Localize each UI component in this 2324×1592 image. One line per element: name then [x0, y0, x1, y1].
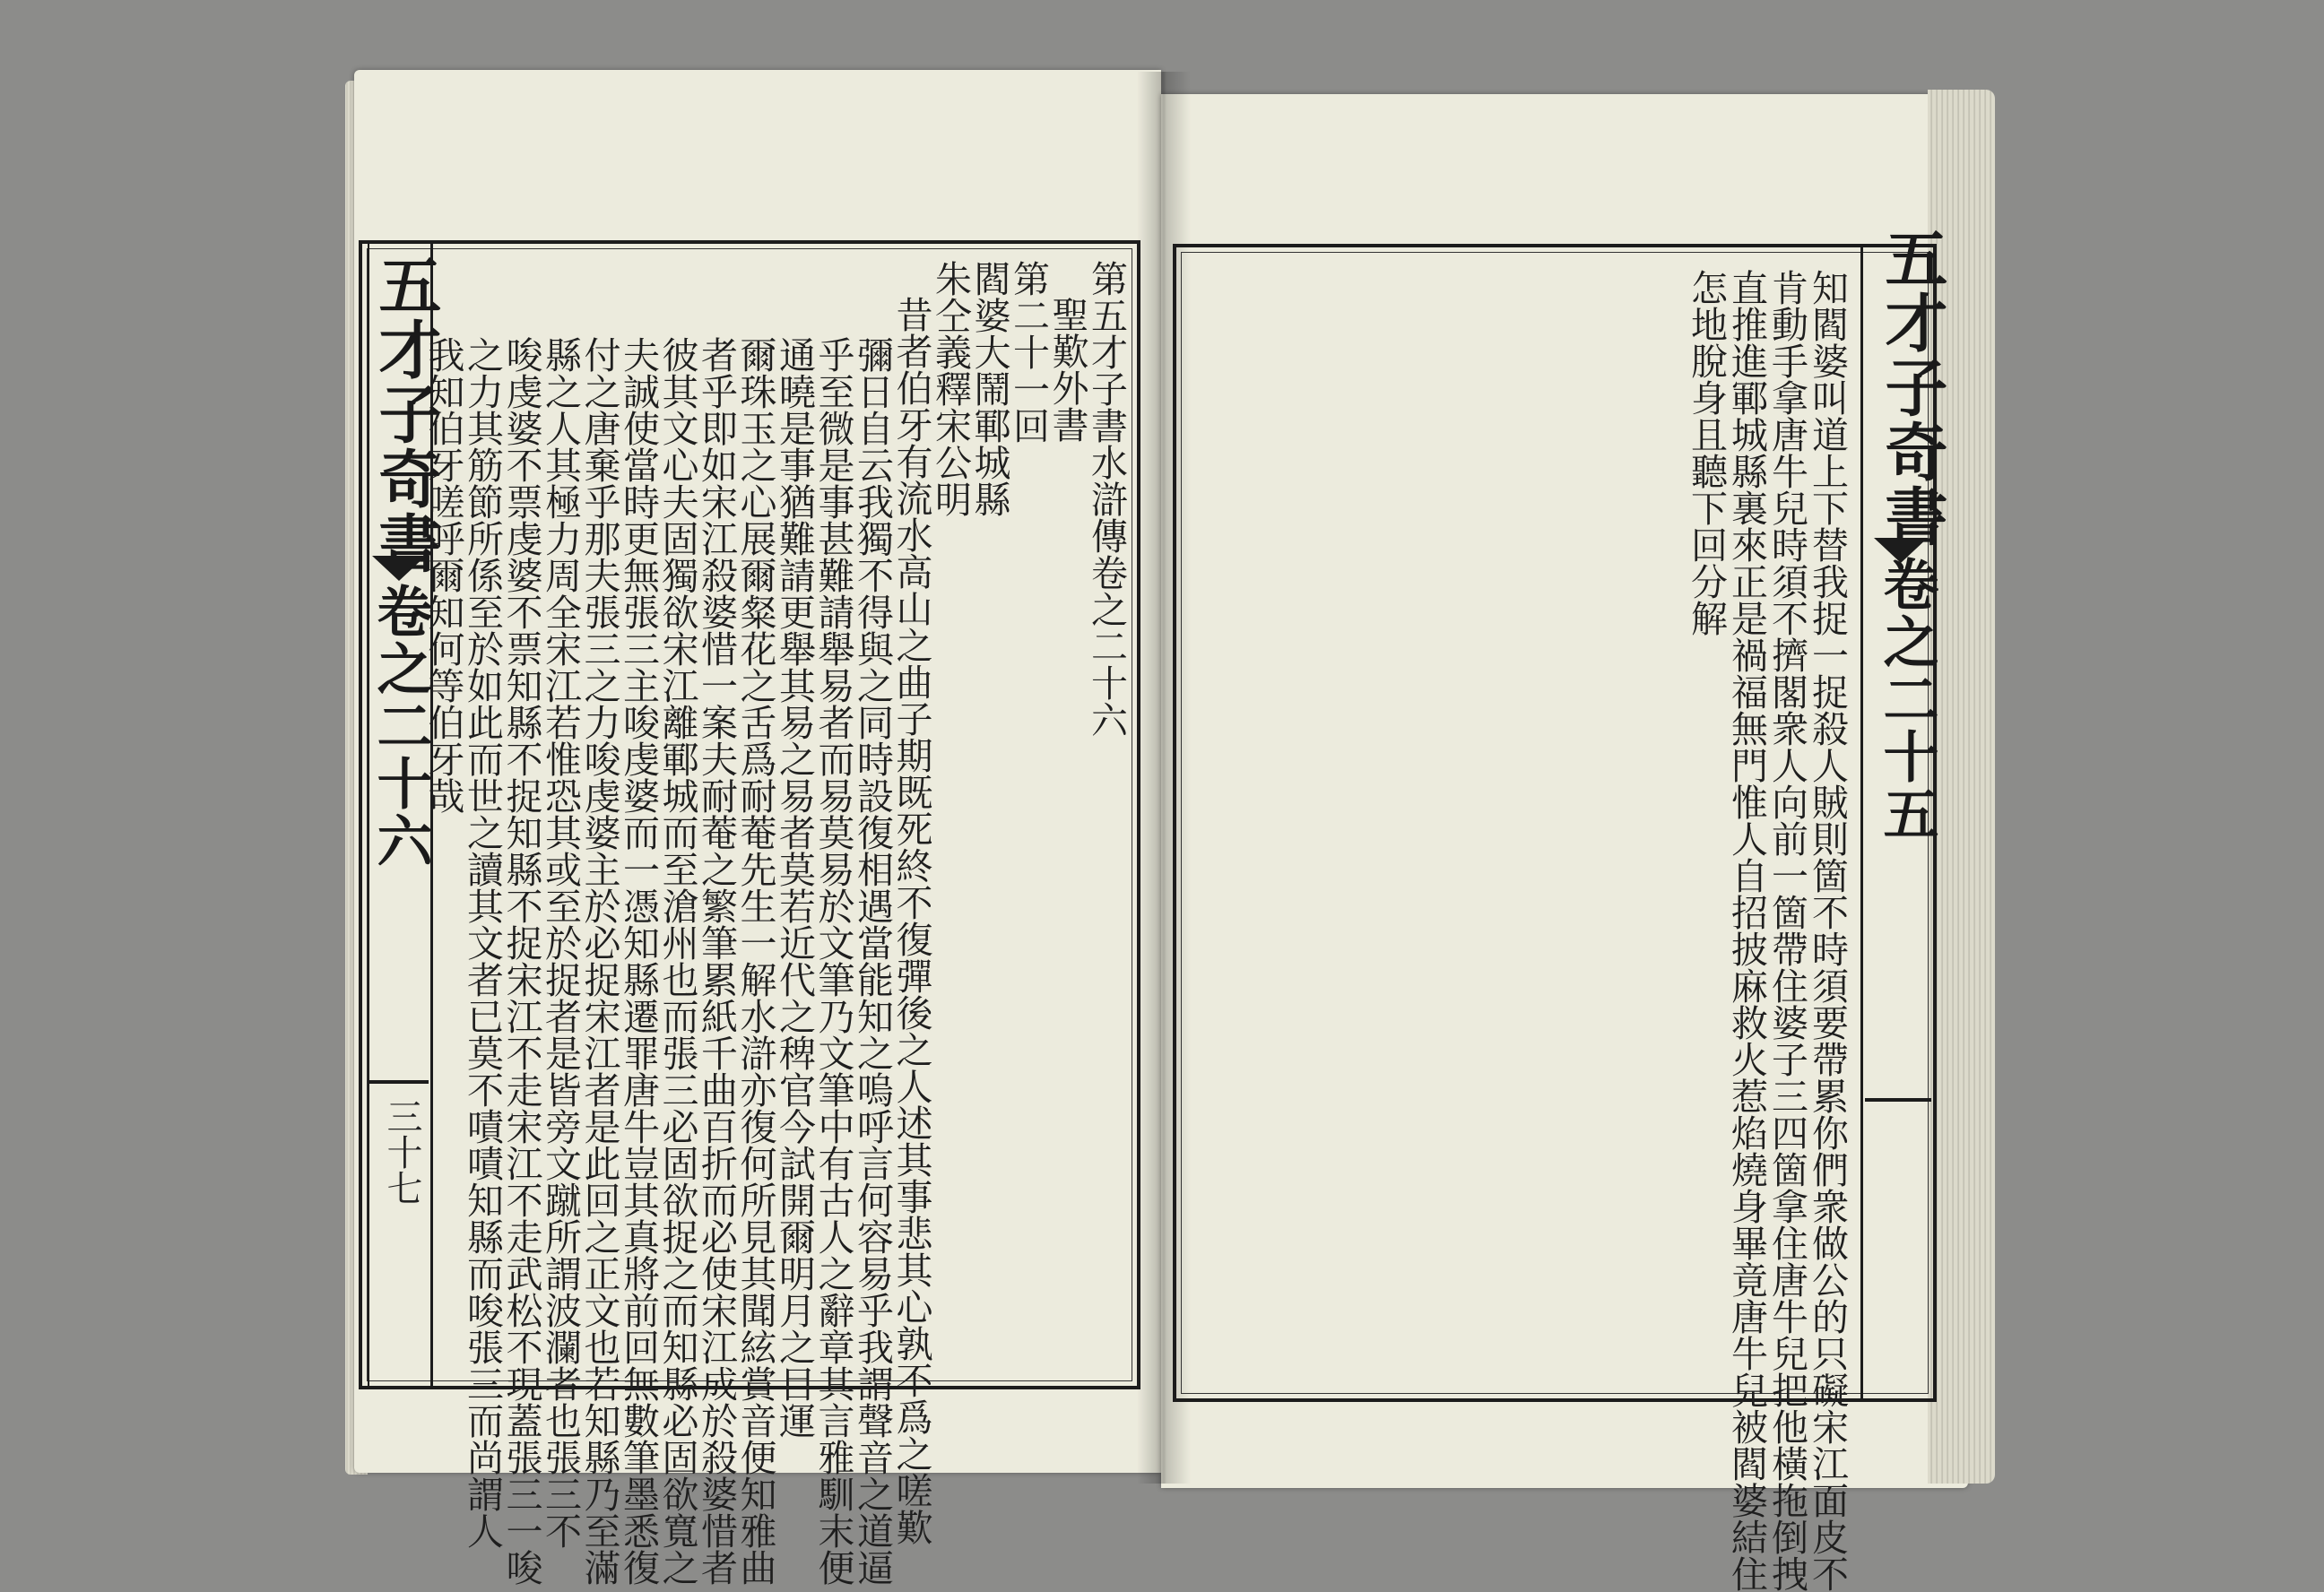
left-spine-title: 五才子奇書 [369, 253, 443, 575]
left-spine-volume: 卷之二十六 [368, 583, 433, 870]
right-column-2: 肯動手拿唐牛兒時須不擠閣衆人向前一箇帶住婆子三四箇拿住唐牛兒把他橫拖倒拽 [1765, 269, 1808, 1592]
left-column-6: 昔者伯牙有流水高山之曲子期既死終不復彈後之人述其事悲其心孰不爲之嗟歎 [889, 296, 933, 1545]
left-column-12: 彼其文心夫固獨欲宋江離鄆城而至滄州也而張三必固欲捉之而知縣必固欲寬之 [655, 336, 699, 1586]
left-column-10: 爾珠玉之心展爾粲花之舌爲耐菴先生一解水滸亦復何所見其聞絃賞音便知雅曲 [733, 336, 777, 1586]
left-column-16: 唆虔婆不票虔婆不票知縣不捉知縣不捉宋江不走宋江不走武松不現蓋張三一唆 [499, 336, 543, 1586]
left-column-8: 乎至微是事甚難請舉易者而易莫易於文筆乃文筆中有古人之辭章其言雅馴末便 [811, 336, 855, 1586]
right-column-4: 怎地脫身且聽下回分解 [1685, 269, 1728, 636]
left-column-14: 付之唐棄乎那夫張三之力唆虔婆主於必捉宋江者是此回之正文也若知縣乃至滿 [577, 336, 621, 1586]
left-column-11: 者乎即如宋江殺婆惜一案夫耐菴之繁筆累紙千曲百折而必使宋江成於殺婆惜者 [695, 336, 738, 1586]
left-column-3: 第二十一回 [1007, 260, 1050, 444]
left-leaf-rule [369, 1080, 429, 1084]
left-column-7: 彌日自云我獨不得與之同時設復相遇當能知之嗚呼言何容易乎我謂聲音之道逼 [851, 336, 894, 1586]
left-column-2: 聖歎外書 [1045, 296, 1089, 443]
left-column-4: 閻婆大鬧鄆城縣 [967, 260, 1011, 517]
left-column-18: 我知伯牙嗟呼爾知何等伯牙哉 [421, 336, 465, 814]
right-column-3: 直推進鄆城縣裏來正是禍福無門惟人自招披麻救火惹焰燒身畢竟唐牛兒被閻婆結住 [1725, 269, 1768, 1592]
left-fish-tail-mark [372, 556, 426, 581]
left-column-1: 第五才子書水滸傳卷之二十六 [1085, 260, 1128, 738]
right-leaf-rule [1865, 1098, 1931, 1102]
left-column-15: 縣之人其極力周全宋江若惟恐其或至於捉者是皆旁文蹴所謂波瀾者也張三不 [539, 336, 582, 1549]
right-spine-volume: 卷之二十五 [1874, 556, 1939, 843]
left-column-17: 之力其筋節所係至於如此而世之讀其文者已莫不嘖嘖知縣而唆張三而尚謂人 [461, 336, 504, 1549]
left-column-5: 朱仝義釋宋公明 [929, 260, 972, 517]
right-column-1: 知閻婆叫道上下替我捉一捉殺人賊則箇不時須要帶累你們衆做公的只礙宋江面皮不 [1806, 269, 1849, 1592]
right-spine-rule [1860, 246, 1863, 1400]
left-column-13: 夫誠使當時更無張三主唆虔婆而一憑知縣遷罪唐牛豈其真將前回無數筆墨悉復 [617, 336, 660, 1586]
left-leaf-number: 三十七 [381, 1098, 422, 1206]
right-spine-title: 五才子奇書 [1875, 226, 1949, 549]
left-column-9: 通曉是事猶難請更舉其易之易者莫若近代之稗官今試開爾明月之目運 [773, 336, 816, 1439]
